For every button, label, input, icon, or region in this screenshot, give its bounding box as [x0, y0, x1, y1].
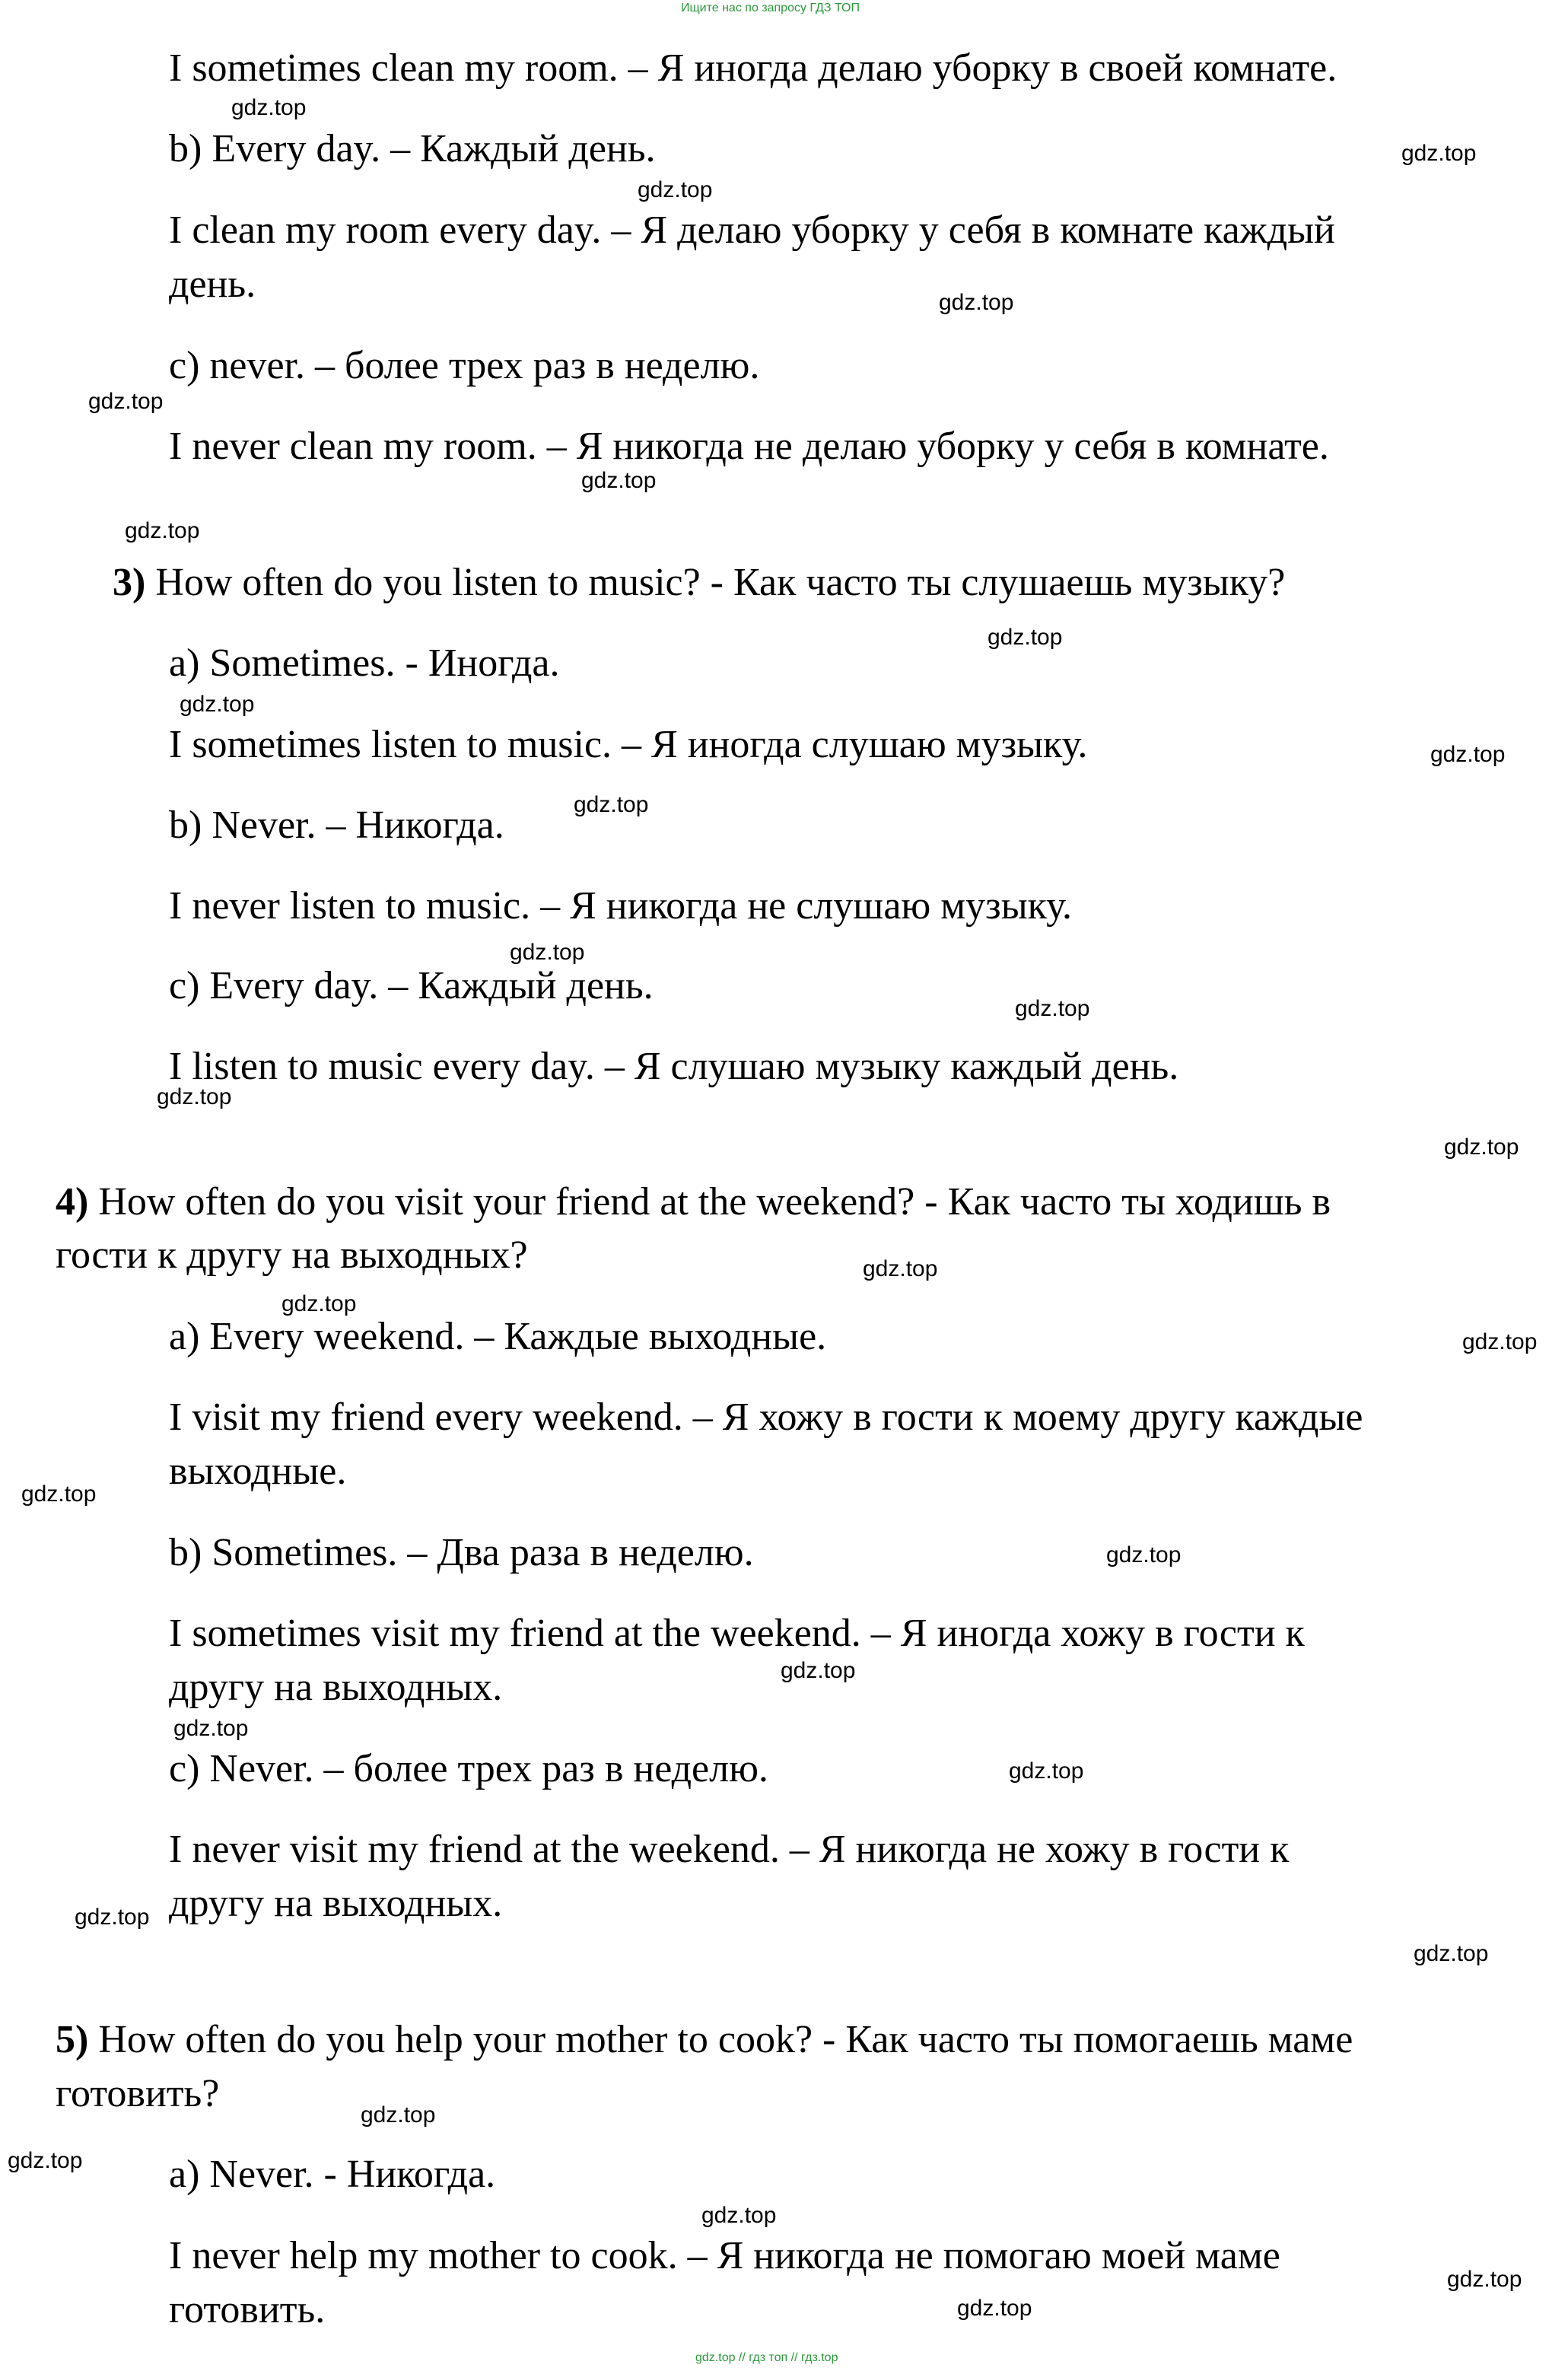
watermark: gdz.top [1462, 1329, 1538, 1354]
question-number: 5) [56, 2018, 89, 2061]
text-line: b) Sometimes. – Два раза в неделю. [169, 1531, 754, 1574]
text-line: I never visit my friend at the weekend. – Я никогда не хожу в гости к [169, 1828, 1290, 1871]
watermark: gdz.top [1414, 1941, 1489, 1966]
question-text: How often do you listen to music? - Как часто ты слушаешь музыку? [145, 561, 1286, 604]
text-line: b) Every day. – Каждый день. [169, 127, 656, 170]
watermark: gdz.top [173, 1716, 249, 1741]
watermark: gdz.top [231, 95, 307, 120]
watermark: gdz.top [75, 1905, 150, 1930]
watermark: gdz.top [1401, 141, 1477, 166]
text-line: I never clean my room. – Я никогда не делаю уборку у себя в комнате. [169, 425, 1329, 468]
watermark: gdz.top [157, 1084, 232, 1109]
watermark: gdz.top [510, 940, 585, 965]
text-line: I sometimes visit my friend at the weekend. – Я иногда хожу в гости к [169, 1612, 1305, 1655]
watermark: gdz.top [125, 518, 200, 543]
text-line: выходные. [169, 1450, 347, 1493]
text-line: готовить. [169, 2288, 326, 2331]
watermark: gdz.top [574, 792, 649, 817]
watermark: gdz.top [939, 290, 1014, 315]
watermark: gdz.top [88, 389, 164, 414]
text-line: I never help my mother to cook. – Я никогда не помогаю моей маме [169, 2234, 1280, 2277]
question-number: 3) [113, 561, 146, 604]
text-line: b) Never. – Никогда. [169, 804, 504, 847]
question-3 [113, 555, 1285, 610]
text-line: c) Never. – более трех раз в неделю. [169, 1747, 768, 1790]
watermark: gdz.top [701, 2203, 777, 2228]
text-line: I visit my friend every weekend. – Я хожу в гости к моему другу каждые [169, 1396, 1363, 1439]
watermark: gdz.top [1447, 2267, 1522, 2292]
text-line: другу на выходных. [169, 1666, 503, 1709]
watermark: gdz.top [1430, 742, 1506, 767]
text-line: I sometimes listen to music. – Я иногда слушаю музыку. [169, 723, 1088, 766]
watermark: gdz.top [180, 692, 255, 717]
watermark: gdz.top [863, 1256, 938, 1281]
watermark: gdz.top [21, 1481, 97, 1507]
text-line: I listen to music every day. – Я слушаю музыку каждый день. [169, 1045, 1179, 1088]
text-line: a) Every weekend. – Каждые выходные. [169, 1315, 827, 1358]
watermark: gdz.top [957, 2296, 1032, 2321]
watermark: gdz.top [8, 2148, 83, 2173]
text-line: другу на выходных. [169, 1882, 503, 1925]
text-line: гости к другу на выходных? [56, 1233, 528, 1277]
text-line: I clean my room every day. – Я делаю уборку у себя в комнате каждый [169, 208, 1335, 252]
text-line: a) Sometimes. - Иногда. [169, 641, 560, 685]
text-line: c) Every day. – Каждый день. [169, 964, 654, 1007]
question-number: 4) [56, 1180, 89, 1224]
question-text: How often do you help your mother to cook? - Как часто ты помогаешь маме [88, 2018, 1353, 2061]
watermark: gdz.top [361, 2102, 436, 2128]
text-line: I never listen to music. – Я никогда не слушаю музыку. [169, 884, 1072, 928]
footer-link[interactable]: gdz.top // гдз топ // гдз.top [695, 2351, 838, 2364]
question-4 [56, 1175, 1331, 1230]
watermark: gdz.top [988, 625, 1063, 650]
watermark: gdz.top [1009, 1758, 1084, 1784]
watermark: gdz.top [281, 1291, 357, 1316]
text-line: c) never. – более трех раз в неделю. [169, 344, 760, 387]
watermark: gdz.top [638, 177, 713, 202]
text-line: готовить? [56, 2072, 220, 2115]
question-5 [56, 2013, 1353, 2067]
watermark: gdz.top [1106, 1542, 1182, 1567]
text-line: a) Never. - Никогда. [169, 2153, 496, 2196]
question-text: How often do you visit your friend at the weekend? - Как часто ты ходишь в [88, 1180, 1331, 1224]
watermark: gdz.top [581, 468, 657, 493]
watermark: gdz.top [1015, 996, 1090, 1021]
text-line: день. [169, 263, 256, 306]
watermark: gdz.top [781, 1658, 856, 1683]
header-link[interactable]: Ищите нас по запросу ГДЗ ТОП [681, 2, 860, 14]
watermark: gdz.top [1444, 1135, 1519, 1160]
text-line: I sometimes clean my room. – Я иногда делаю уборку в своей комнате. [169, 46, 1337, 90]
